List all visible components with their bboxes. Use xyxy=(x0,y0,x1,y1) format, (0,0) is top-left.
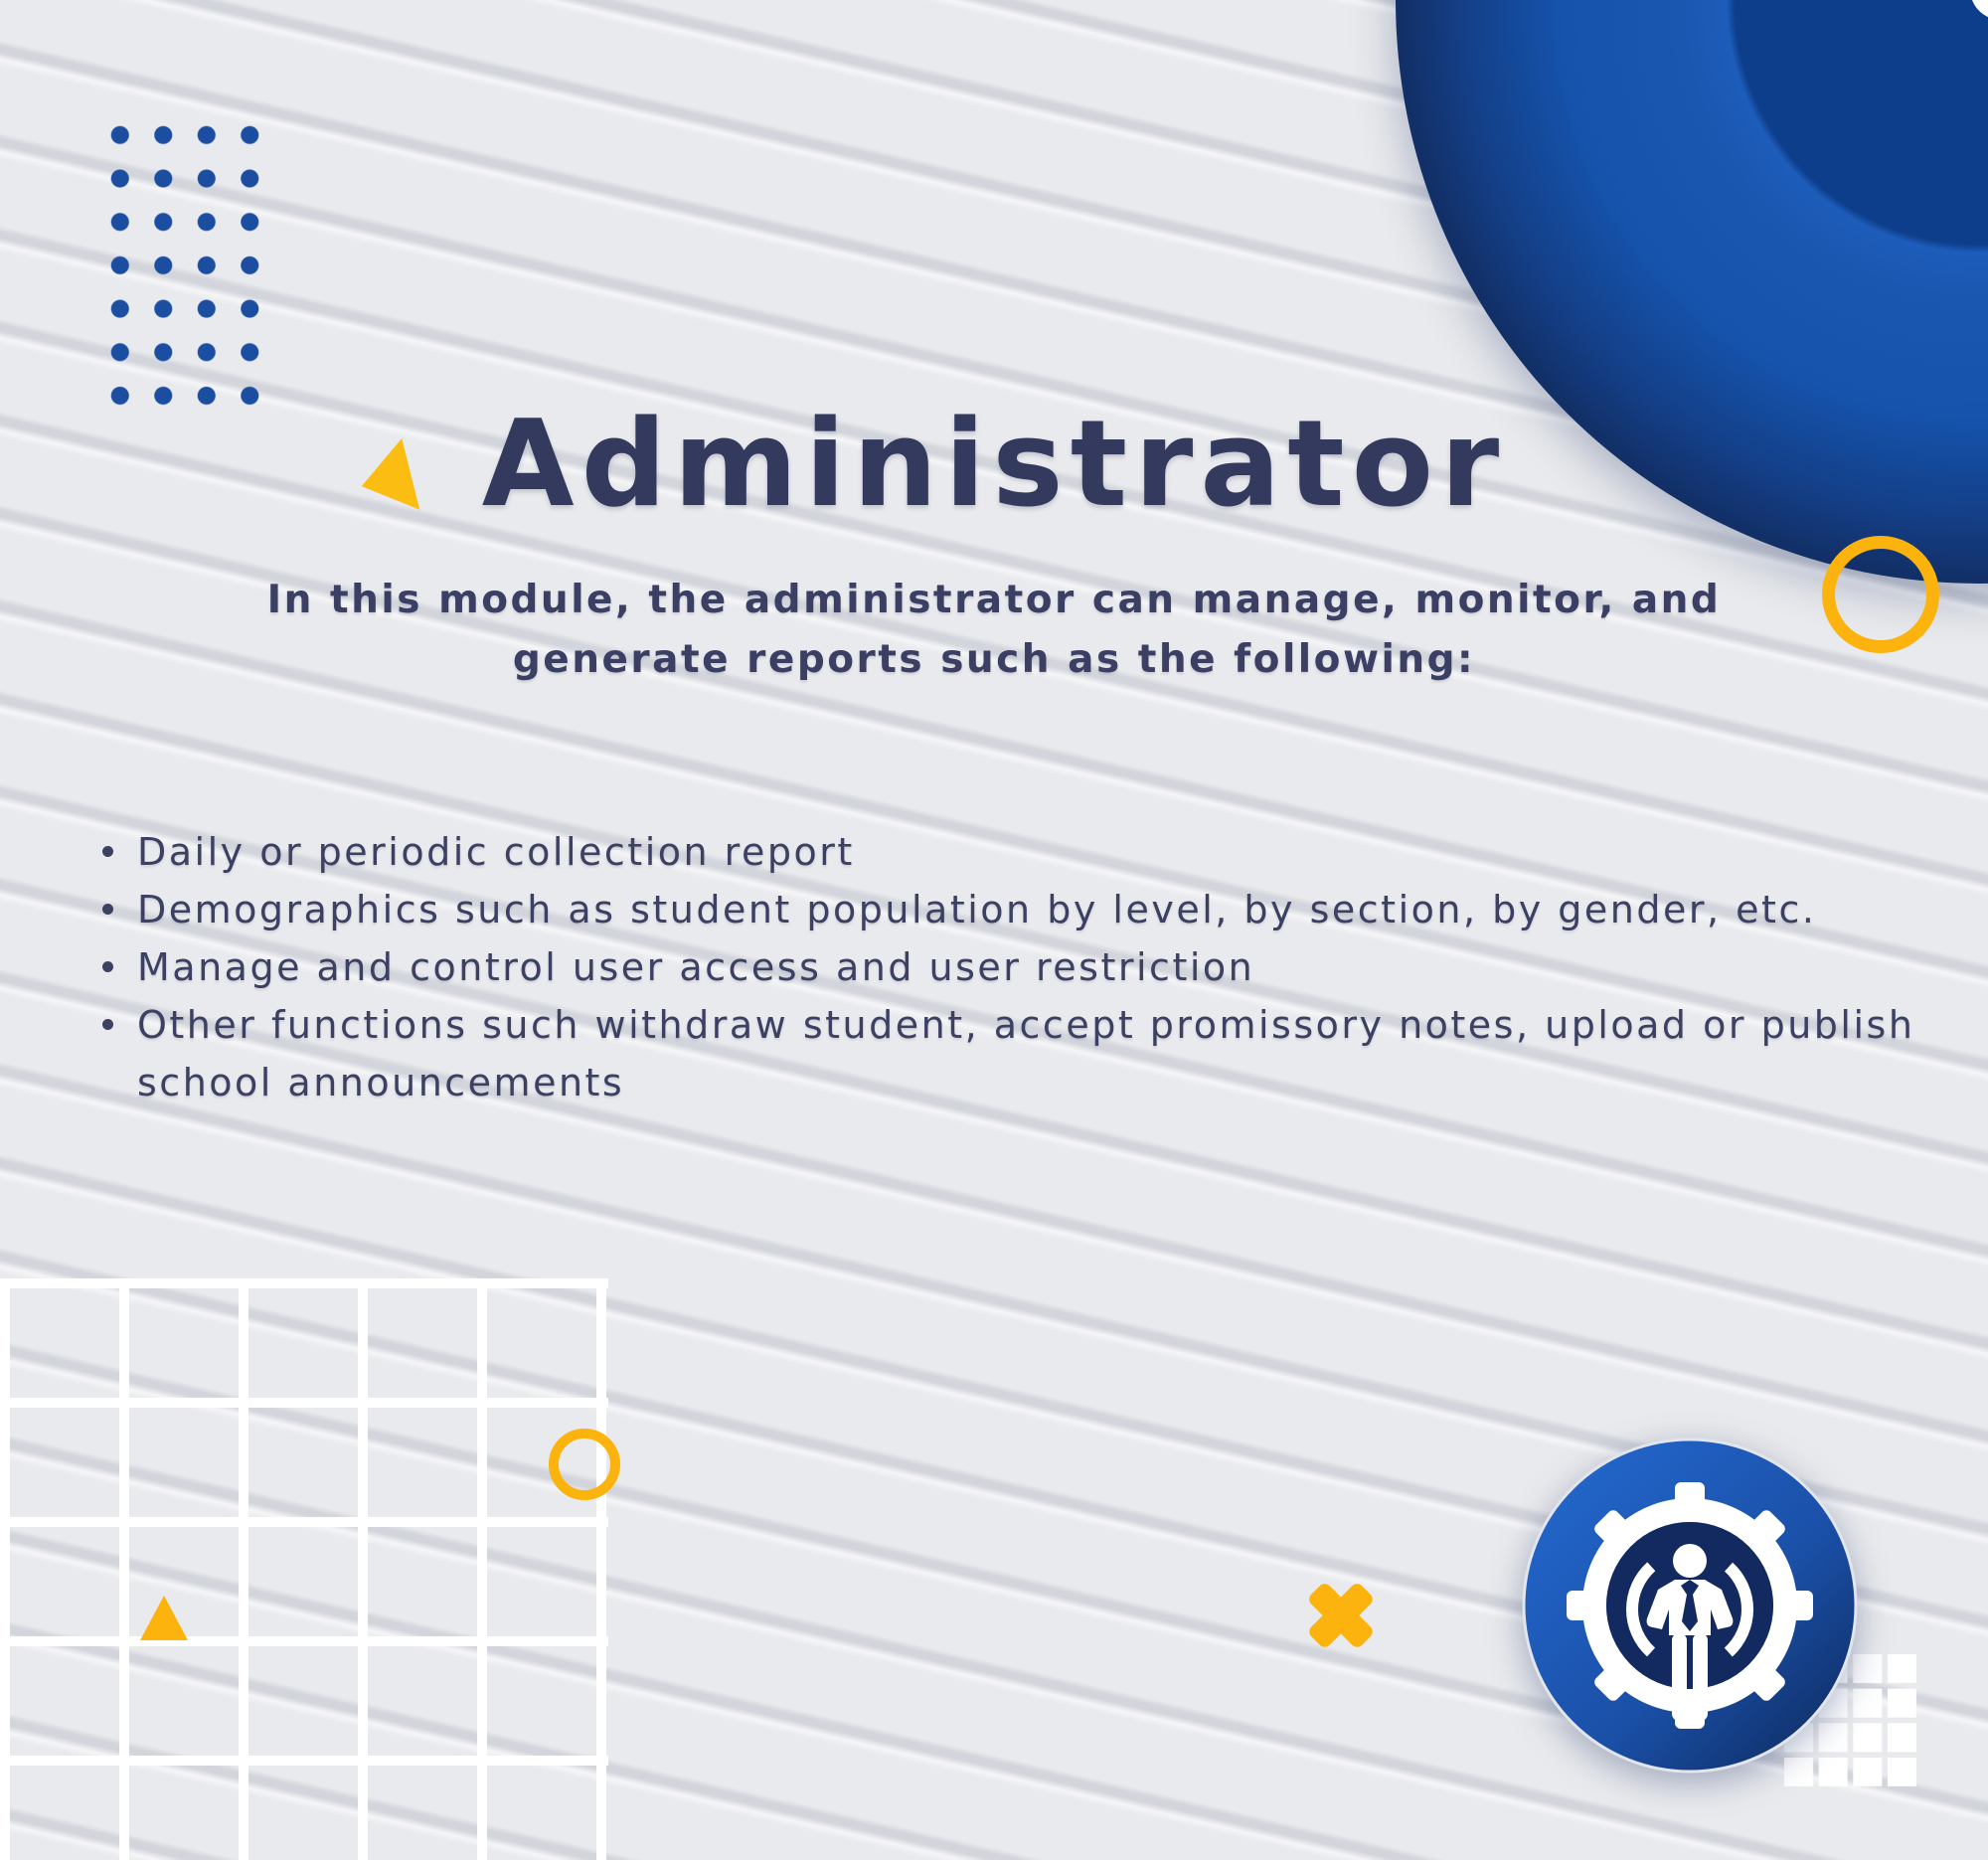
subtitle-line-2: generate reports such as the following: xyxy=(512,637,1476,682)
list-item xyxy=(99,823,1948,881)
list-item-text: Daily or periodic collection report xyxy=(137,830,855,874)
dot-grid-decoration xyxy=(98,113,273,418)
bullet-dot-icon xyxy=(102,904,113,915)
bullet-dot-icon xyxy=(102,1019,113,1030)
bullet-dot-icon xyxy=(102,961,113,972)
subtitle-line-1: In this module, the administrator can manage, monitor, and xyxy=(266,578,1722,622)
list-item xyxy=(99,996,1948,1111)
admin-gear-person-icon xyxy=(1521,1437,1859,1775)
yellow-triangle-up-icon xyxy=(140,1596,188,1640)
list-item-text: Manage and control user access and user restriction xyxy=(137,945,1255,989)
feature-list xyxy=(99,823,1948,1111)
list-item xyxy=(99,881,1948,938)
list-item xyxy=(99,938,1948,996)
bullet-dot-icon xyxy=(102,846,113,857)
yellow-ring-small-icon xyxy=(549,1429,620,1500)
subtitle xyxy=(0,571,1988,690)
white-grid-decoration xyxy=(0,1278,608,1860)
list-item-text: Other functions such withdraw student, accept promissory notes, upload or publish school announcements xyxy=(137,1003,1915,1104)
yellow-x-icon xyxy=(1307,1582,1375,1649)
page-title: Administrator xyxy=(481,396,1507,534)
list-item-text: Demographics such as student population by level, by section, by gender, etc. xyxy=(137,888,1817,931)
